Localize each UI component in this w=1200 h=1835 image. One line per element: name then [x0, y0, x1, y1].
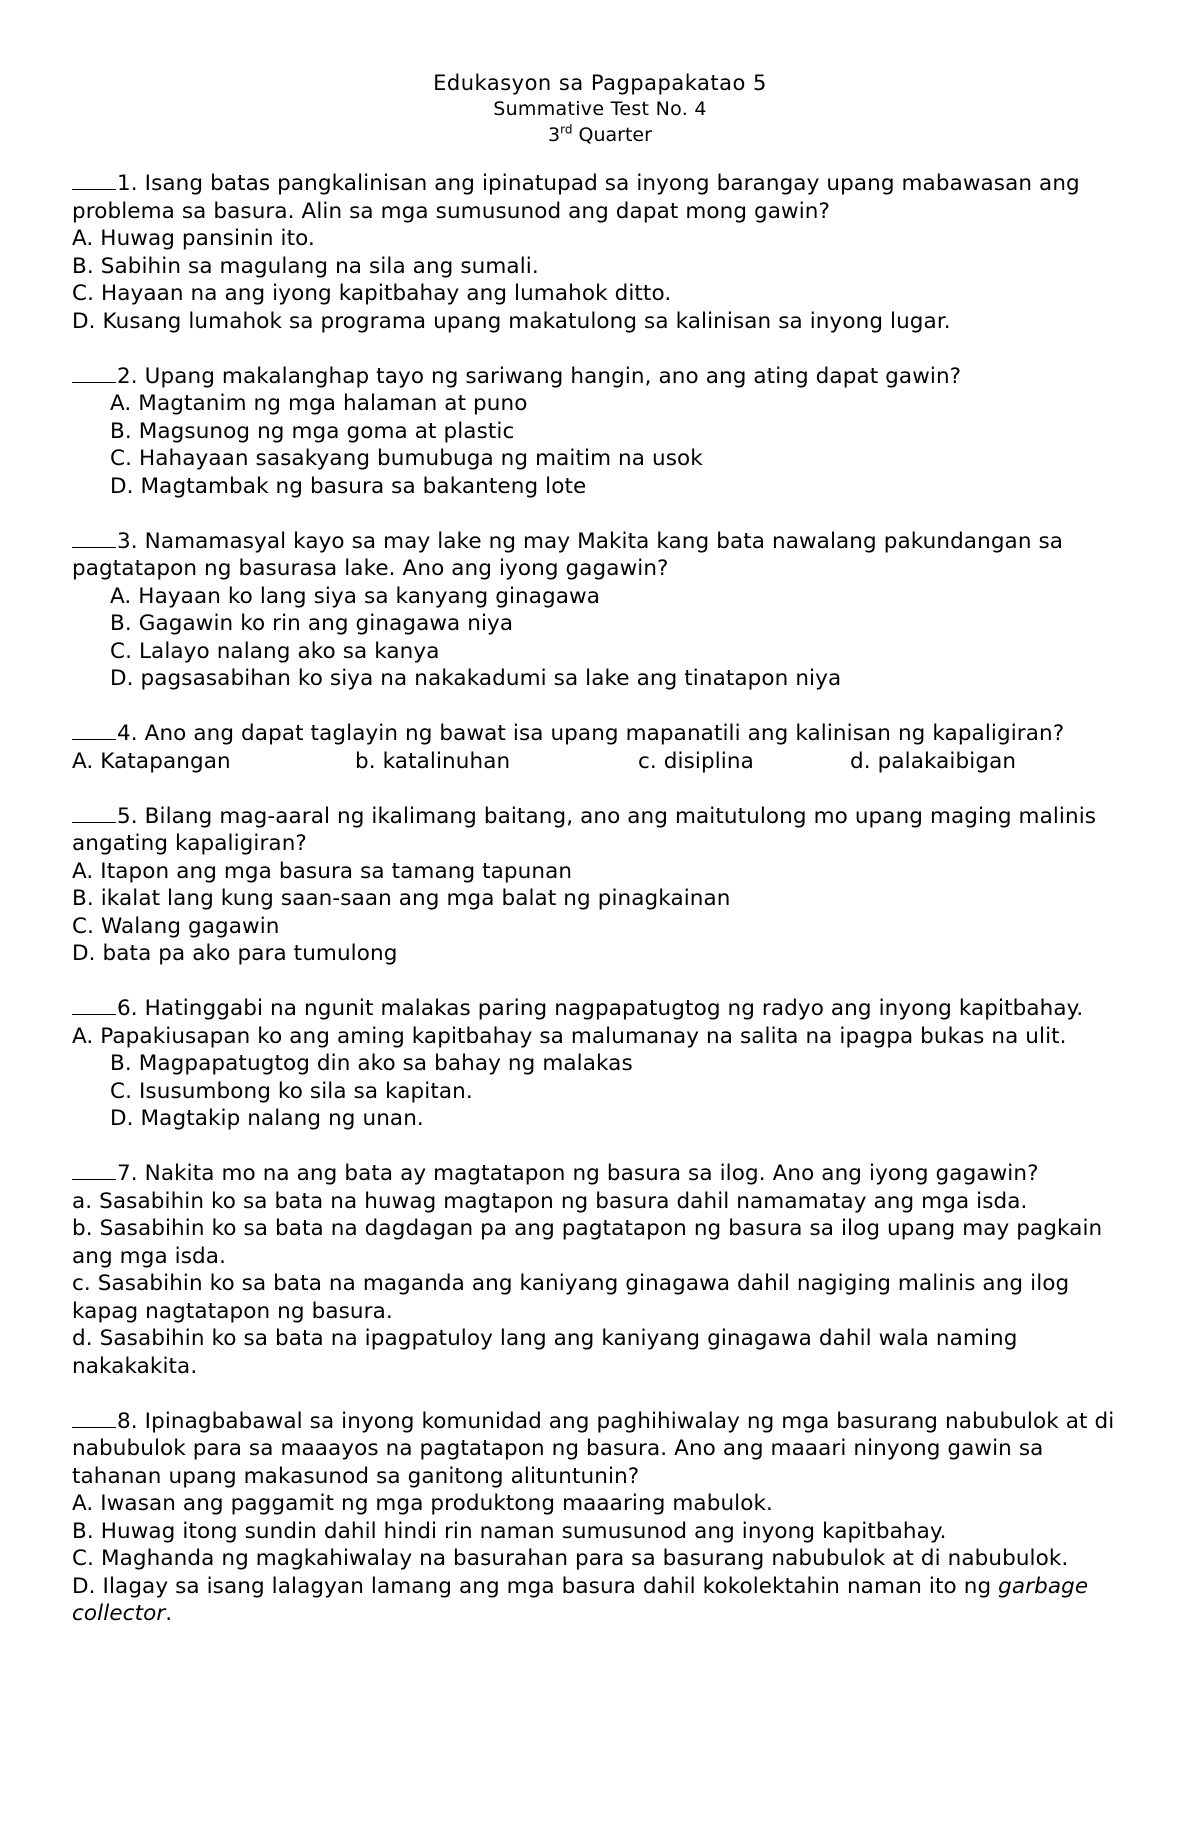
- question-2-stem: 2. Upang makalanghap tayo ng sariwang hangin, ano ang ating dapat gawin?: [117, 363, 962, 389]
- document-header: [72, 70, 1128, 148]
- question-5-text: [72, 803, 1128, 858]
- option-c: C. Hayaan na ang iyong kapitbahay ang lumahok ditto.: [72, 281, 672, 306]
- option-a: A. Papakiusapan ko ang aming kapitbahay sa malumanay na salita na ipagpa bukas na ulit.: [72, 1023, 1067, 1049]
- answer-blank[interactable]: [72, 1409, 116, 1428]
- answer-blank[interactable]: [72, 529, 116, 548]
- option-b: B. Huwag itong sundin dahil hindi rin naman sumusunod ang inyong kapitbahay.: [72, 1518, 947, 1544]
- question-8: [72, 1408, 1128, 1628]
- quarter-ordinal: rd: [560, 122, 573, 137]
- option-d: D. Magtambak ng basura sa bakanteng lote: [110, 473, 587, 499]
- question-1: [72, 170, 1128, 335]
- question-4: [72, 720, 1128, 775]
- option-c: C. Maghanda ng magkahiwalay na basurahan para sa basurang nabubulok at di nabubulok.: [72, 1546, 1069, 1571]
- question-1-stem: 1. Isang batas pangkalinisan ang ipinatupad sa inyong barangay upang mabawasan ang problema sa basura. Alin sa mga sumusunod ang dapat mong gawin?: [72, 171, 1080, 224]
- option-d: D. Kusang lumahok sa programa upang makatulong sa kalinisan sa inyong lugar.: [72, 308, 951, 334]
- answer-blank[interactable]: [72, 996, 116, 1015]
- quarter-number: 3: [548, 124, 561, 146]
- option-b: b. Sasabihin ko sa bata na dagdagan pa ang pagtatapon ng basura sa ilog upang may pagkain ang mga isda.: [72, 1216, 1103, 1269]
- question-7: [72, 1160, 1128, 1380]
- document-subtitle: Summative Test No. 4: [493, 98, 707, 120]
- answer-blank[interactable]: [72, 1161, 116, 1180]
- option-c: C. Lalayo nalang ako sa kanya: [110, 638, 440, 664]
- option-c: C. Isusumbong ko sila sa kapitan.: [110, 1078, 473, 1104]
- option-a: A. Iwasan ang paggamit ng mga produktong maaaring mabulok.: [72, 1491, 773, 1516]
- option-row: [72, 748, 1128, 776]
- question-5-stem: 5. Bilang mag-aaral ng ikalimang baitang, ano ang maitutulong mo upang maging malinis angating kapaligiran?: [72, 803, 1097, 856]
- question-6-stem: 6. Hatinggabi na ngunit malakas paring nagpapatugtog ng radyo ang inyong kapitbahay.: [117, 996, 1084, 1021]
- option-c: C. Walang gagawin: [72, 913, 280, 939]
- option-b: B. Magsunog ng mga goma at plastic: [110, 418, 515, 444]
- question-3-stem: 3. Namamasyal kayo sa may lake ng may Makita kang bata nawalang pakundangan sa pagtatapon ng basurasa lake. Ano ang iyong gagawin?: [72, 528, 1064, 581]
- option-a: A. Hayaan ko lang siya sa kanyang ginagawa: [110, 583, 601, 609]
- option-b: B. Gagawin ko rin ang ginagawa niya: [110, 611, 514, 636]
- option-a: A. Magtanim ng mga halaman at puno: [110, 391, 528, 416]
- question-8-text: [72, 1408, 1128, 1491]
- question-3: [72, 528, 1128, 693]
- option-d: [72, 1573, 1128, 1628]
- question-1-text: [72, 170, 1128, 225]
- question-2-text: [72, 363, 1128, 391]
- answer-blank[interactable]: [72, 804, 116, 823]
- question-6: [72, 995, 1128, 1133]
- answer-blank[interactable]: [72, 721, 116, 740]
- option-a: a. Sasabihin ko sa bata na huwag magtapon ng basura dahil namamatay ang mga isda.: [72, 1188, 1028, 1214]
- question-2: [72, 363, 1128, 501]
- answer-blank[interactable]: [72, 171, 116, 190]
- option-d: d. palakaibigan: [850, 748, 1017, 774]
- document-title: Edukasyon sa Pagpapakatao 5: [433, 71, 767, 95]
- quarter-word: Quarter: [578, 124, 652, 146]
- option-c: c. disiplina: [638, 748, 754, 774]
- question-3-text: [72, 528, 1128, 583]
- option-b: B. ikalat lang kung saan-saan ang mga balat ng pinagkainan: [72, 886, 731, 911]
- question-7-stem: 7. Nakita mo na ang bata ay magtatapon ng basura sa ilog. Ano ang iyong gagawin?: [117, 1161, 1039, 1186]
- option-a: A. Itapon ang mga basura sa tamang tapunan: [72, 858, 573, 884]
- option-b: B. Magpapatugtog din ako sa bahay ng malakas: [110, 1051, 633, 1076]
- option-c: C. Hahayaan sasakyang bumubuga ng maitim na usok: [110, 446, 703, 471]
- question-7-text: [72, 1160, 1128, 1188]
- question-4-stem: 4. Ano ang dapat taglayin ng bawat isa upang mapanatili ang kalinisan ng kapaligiran?: [117, 721, 1065, 746]
- answer-blank[interactable]: [72, 364, 116, 383]
- question-5: [72, 803, 1128, 968]
- question-8-stem: 8. Ipinagbabawal sa inyong komunidad ang paghihiwalay ng mga basurang nabubulok at di nabubulok para sa maaayos na pagtatapon ng basura. Ano ang maaari ninyong gawin sa tahanan upang makasunod sa ganitong alituntunin?: [72, 1408, 1115, 1489]
- option-b: b. katalinuhan: [355, 748, 511, 774]
- option-d: D. pagsasabihan ko siya na nakakadumi sa lake ang tinatapon niya: [110, 666, 842, 691]
- quarter-label: [72, 122, 1128, 148]
- option-d-italic-term: garbage collector: [72, 1573, 1089, 1626]
- option-b: B. Sabihin sa magulang na sila ang sumali.: [72, 253, 539, 279]
- option-d: d. Sasabihin ko sa bata na ipagpatuloy lang ang kaniyang ginagawa dahil wala naming nakakakita.: [72, 1326, 1018, 1379]
- question-4-text: [72, 720, 1128, 748]
- option-d-period: .: [165, 1601, 173, 1626]
- option-c: c. Sasabihin ko sa bata na maganda ang kaniyang ginagawa dahil nagiging malinis ang ilog kapag nagtatapon ng basura.: [72, 1271, 1070, 1324]
- option-a: A. Katapangan: [72, 748, 231, 774]
- question-list: [72, 170, 1128, 1628]
- option-d: D. Magtakip nalang ng unan.: [110, 1106, 424, 1131]
- option-a: A. Huwag pansinin ito.: [72, 226, 315, 251]
- question-6-text: [72, 995, 1128, 1023]
- option-d: D. bata pa ako para tumulong: [72, 941, 398, 966]
- option-d-text: D. Ilagay sa isang lalagyan lamang ang mga basura dahil kokolektahin naman ito ng: [72, 1573, 992, 1599]
